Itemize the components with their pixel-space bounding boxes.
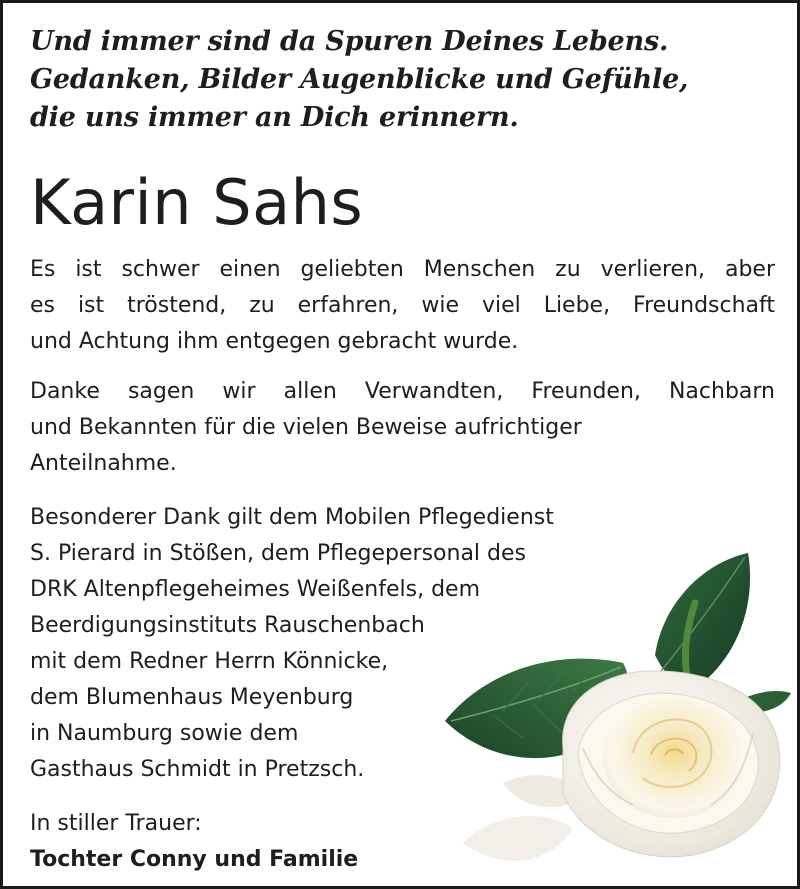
text-line: dem Blumenhaus Meyenburg [30, 685, 354, 710]
motto-line: die uns immer an Dich erinnern. [30, 102, 519, 133]
text-line: und Bekannten für die vielen Beweise aufrichtiger [30, 415, 582, 440]
motto-line: Gedanken, Bilder Augenblicke und Gefühle, [30, 64, 689, 95]
text-line: Es ist schwer einen geliebten Menschen zu verlieren, aber [30, 257, 775, 282]
text-line: Anteilnahme. [30, 451, 177, 476]
text-line: Beerdigungsinstituts Rauschenbach [30, 613, 425, 638]
paragraph-thanks-relatives [30, 374, 775, 482]
motto-line: Und immer sind da Spuren Deines Lebens. [30, 26, 669, 57]
white-rose-image [433, 543, 800, 889]
text-line: mit dem Redner Herrn Könnicke, [30, 649, 389, 674]
leaf-shape [655, 553, 750, 685]
text-line: Danke sagen wir allen Verwandten, Freunden, Nachbarn [30, 379, 775, 404]
paragraph-thanks-intro [30, 252, 775, 360]
text-line: Besonderer Dank gilt dem Mobilen Pflegedienst [30, 505, 554, 530]
signers: Tochter Conny und Familie [30, 847, 359, 872]
text-line: es ist tröstend, zu erfahren, wie viel Liebe, Freundschaft [30, 293, 775, 318]
text-line: DRK Altenpflegeheimes Weißenfels, dem [30, 577, 481, 602]
text-line: S. Pierard in Stößen, dem Pflegepersonal des [30, 541, 526, 566]
motto-verse [30, 23, 770, 137]
closing-phrase: In stiller Trauer: [30, 811, 202, 836]
text-line: und Achtung ihm entgegen gebracht wurde. [30, 329, 519, 354]
text-line: Gasthaus Schmidt in Pretzsch. [30, 757, 365, 782]
text-line: in Naumburg sowie dem [30, 721, 299, 746]
deceased-name: Karin Sahs [30, 166, 364, 239]
